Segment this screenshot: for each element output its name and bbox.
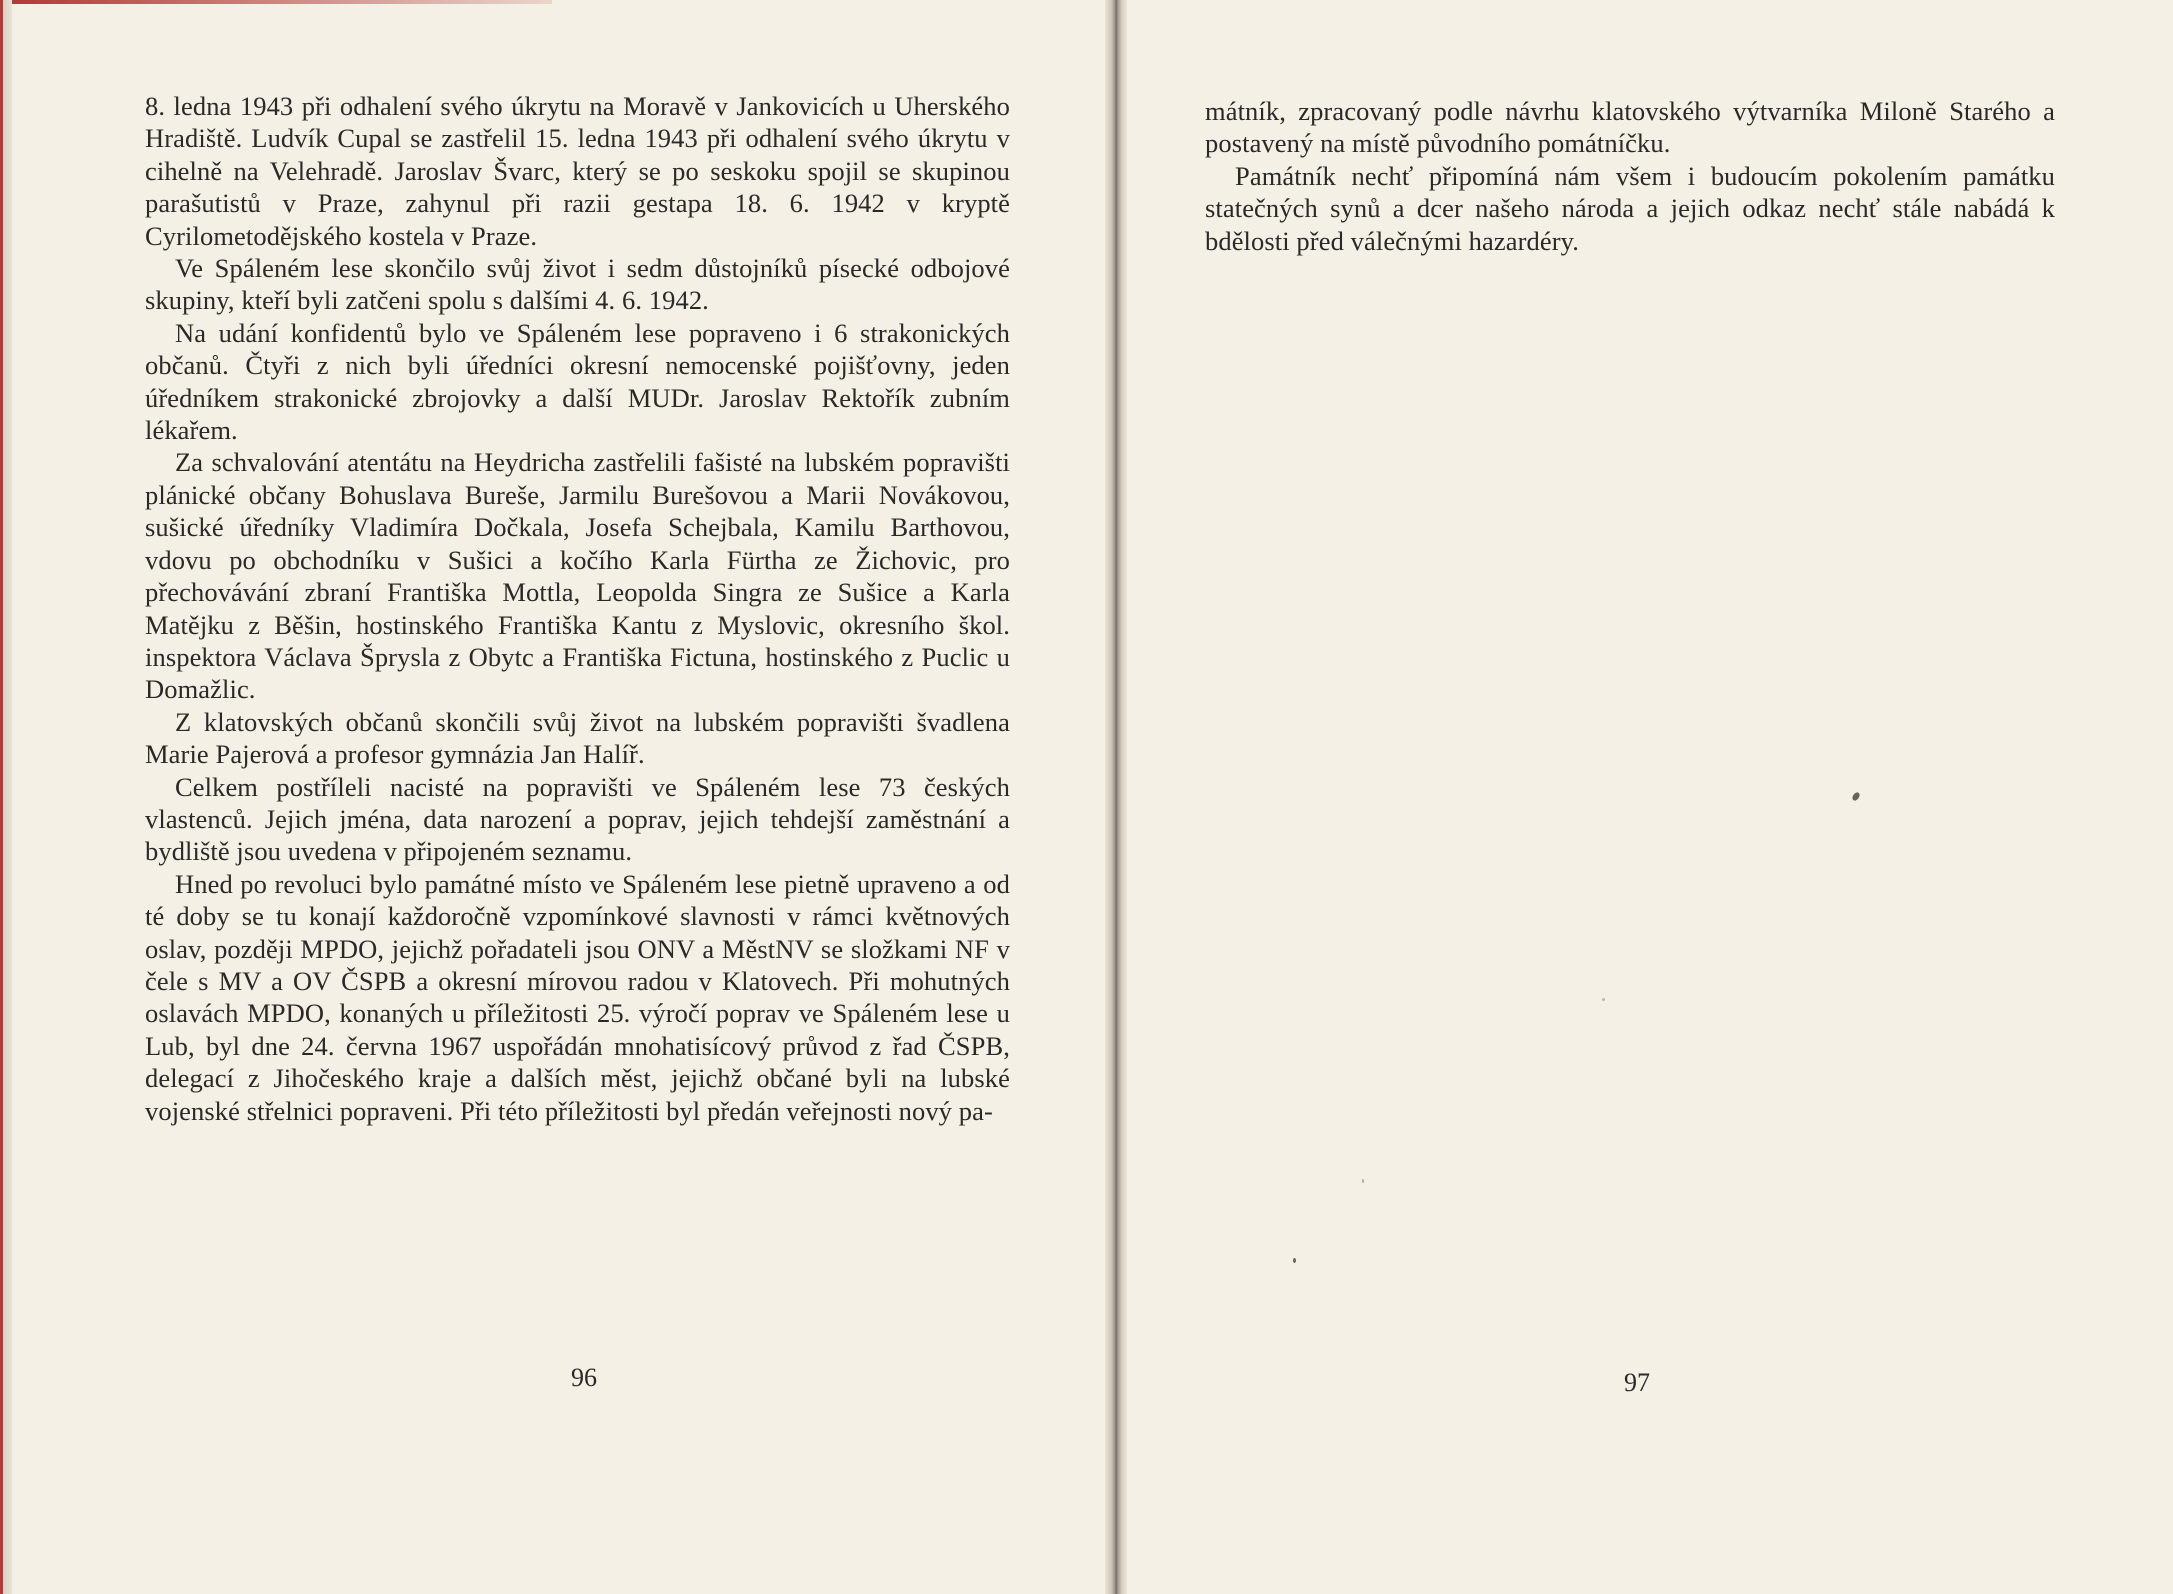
page-number-left: 96 (571, 1363, 597, 1392)
paragraph: mátník, zpracovaný podle návrhu klatovského výtvarníka Miloně Starého a postavený na místě původního pomátníčku. (1205, 96, 2055, 159)
paragraph: 8. ledna 1943 při odhalení svého úkrytu na Moravě v Jankovicích u Uherského Hradiště. Ludvík Cupal se zastřelil 15. ledna 1943 při odhalení svého úkrytu v cihelně na Velehradě. Jaroslav Švarc, který se po seskoku spojil se skupinou parašutistů v Praze, zahynul při razii gestapa 18. 6. 1942 v kryptě Cyrilometodějského kostela v Praze. (145, 91, 1010, 251)
paper-speck (1293, 1258, 1296, 1263)
cover-top-edge (12, 0, 552, 4)
paper-speck (1602, 998, 1605, 1001)
book-gutter (1105, 0, 1127, 1594)
paragraph: Na udání konfidentů bylo ve Spáleném lese popraveno i 6 strakonických občanů. Čtyři z nich byli úředníci okresní nemocenské pojišťovny, jeden úředníkem strakonické zbrojovky a další MUDr. Jaroslav Rektořík zubním lékařem. (145, 317, 1010, 446)
paragraph: Za schvalování atentátu na Heydricha zastřelili fašisté na lubském popravišti plánické občany Bohuslava Bureše, Jarmilu Burešovou a Marii Novákovou, sušické úředníky Vladimíra Dočkala, Josefa Schejbala, Kamilu Barthovou, vdovu po obchodníku v Sušici a kočího Karla Fürtha ze Žichovic, pro přechovávání zbraní Františka Mottla, Leopolda Singra ze Sušice a Karla Matějku z Běšin, hostinského Františka Kantu z Myslovic, okresního škol. inspektora Václava Šprysla z Obytc a Františka Fictuna, hostinského z Puclic u Domažlic. (145, 447, 1010, 705)
paragraph: Ve Spáleném lese skončilo svůj život i sedm důstojníků písecké odbojové skupiny, kteří byli zatčeni spolu s dalšími 4. 6. 1942. (145, 253, 1010, 316)
paragraph: Památník nechť připomíná nám všem i budoucím pokolením památku statečných synů a dcer našeho národa a jejich odkaz nechť stále nabádá k bdělosti před válečnými hazardéry. (1205, 160, 2055, 256)
paragraph: Hned po revoluci bylo památné místo ve Spáleném lese pietně upraveno a od té doby se tu konají každoročně vzpomínkové slavnosti v rámci květnových oslav, později MPDO, jejichž pořadateli jsou ONV a MěstNV se složkami NF v čele s MV a OV ČSPB a okresní mírovou radou v Klatovech. Při mohutných oslavách MPDO, konaných u příležitosti 25. výročí poprav ve Spáleném lese u Lub, byl dne 24. června 1967 uspořádán mnohatisícový průvod z řad ČSPB, delegací z Jihočeského kraje a dalších měst, jejichž občané byli na lubské vojenské střelnici popraveni. Při této příležitosti byl předán veřejnosti nový pa- (145, 868, 1010, 1126)
right-page-text (1205, 95, 2055, 257)
paper-speck (1362, 1179, 1364, 1183)
paragraph: Z klatovských občanů skončili svůj život na lubském popravišti švadlena Marie Pajerová a profesor gymnázia Jan Halíř. (145, 706, 1010, 770)
paragraph: Celkem postříleli nacisté na popravišti ve Spáleném lese 73 českých vlastenců. Jejich jména, data narození a poprav, jejich tehdejší zaměstnání a bydliště jsou uvedena v připojeném seznamu. (145, 771, 1010, 867)
left-page-text (145, 90, 1010, 1127)
page-number-right: 97 (1624, 1368, 1650, 1397)
cover-edge (0, 0, 12, 1594)
